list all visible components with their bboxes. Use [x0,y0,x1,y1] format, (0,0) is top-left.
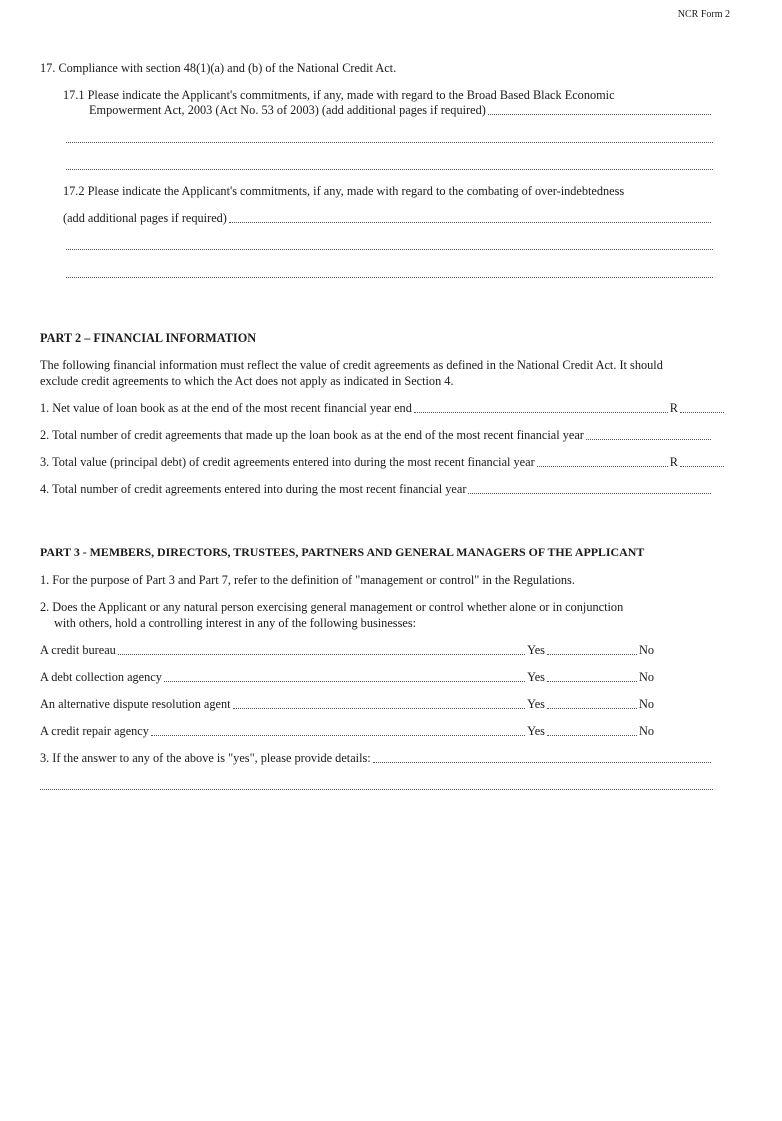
business-row-credit-bureau [40,643,654,658]
part-2-item-4 [40,482,713,497]
debt-collection-yes-field[interactable] [164,680,525,682]
form-id: NCR Form 2 [677,9,730,20]
business-label: A credit bureau [40,643,116,657]
no-label: No [638,670,654,684]
no-label: No [638,724,654,738]
business-label: An alternative dispute resolution agent [40,697,231,711]
q17-1-answer-row[interactable] [89,103,713,118]
adr-agent-no-field[interactable] [547,707,637,709]
adr-agent-yes-field[interactable] [233,707,526,709]
part-2-heading: PART 2 – FINANCIAL INFORMATION [40,331,257,345]
part-2-item-4-label: 4. Total number of credit agreements entered into during the most recent financial year [40,482,467,496]
no-label: No [638,697,654,711]
q17-2-extra-line-1[interactable] [66,249,713,250]
credit-repair-no-field[interactable] [547,734,637,736]
yes-label: Yes [527,724,545,738]
q17-2-answer-row[interactable] [63,211,713,226]
part-2-item-3 [40,455,726,470]
part-3-heading: PART 3 - MEMBERS, DIRECTORS, TRUSTEES, PARTNERS AND GENERAL MANAGERS OF THE APPLICANT [40,545,645,559]
business-row-credit-repair [40,724,654,739]
part-3-item-3-label: 3. If the answer to any of the above is "yes", please provide details: [40,751,371,765]
q17-1-extra-line-1[interactable] [66,142,713,143]
yes-label: Yes [527,697,545,711]
principal-debt-amount-field[interactable] [680,465,724,467]
credit-bureau-yes-field[interactable] [118,653,525,655]
loan-book-agreements-count-field[interactable] [586,438,711,440]
details-extra-line[interactable] [40,789,713,790]
part-3-item-2-line2: with others, hold a controlling interest in any of the following businesses: [54,616,417,630]
part-3-item-1: 1. For the purpose of Part 3 and Part 7, refer to the definition of "management or control" in the Regulations. [40,573,575,587]
business-row-adr-agent [40,697,654,712]
business-label: A debt collection agency [40,670,162,684]
part-2-item-1-label: 1. Net value of loan book as at the end of the most recent financial year end [40,401,412,415]
net-loan-book-field[interactable] [414,411,668,413]
no-label: No [638,643,654,657]
part-3-item-3 [40,751,713,766]
part-2-intro-line1: The following financial information must reflect the value of credit agreements as defined in the National Credit Act. It should [40,358,663,372]
q17-1-extra-line-2[interactable] [66,169,713,170]
part-2-item-3-label: 3. Total value (principal debt) of credit agreements entered into during the most recent financial year [40,455,535,469]
details-field[interactable] [373,761,711,763]
principal-debt-field[interactable] [537,465,668,467]
q17-2-extra-line-2[interactable] [66,277,713,278]
yes-label: Yes [527,670,545,684]
q17-2-line2: (add additional pages if required) [63,211,227,225]
credit-bureau-no-field[interactable] [547,653,637,655]
q17-2-answer-field[interactable] [229,221,711,223]
part-2-item-1 [40,401,726,416]
net-loan-book-amount-field[interactable] [680,411,724,413]
debt-collection-no-field[interactable] [547,680,637,682]
section-17-heading: 17. Compliance with section 48(1)(a) and (b) of the National Credit Act. [40,61,397,75]
part-2-item-2 [40,428,713,443]
part-3-item-2-line1: 2. Does the Applicant or any natural person exercising general management or control whether alone or in conjunction [40,600,624,614]
q17-2-line1: 17.2 Please indicate the Applicant's commitments, if any, made with regard to the combating of over-indebtedness [63,184,625,198]
yes-label: Yes [527,643,545,657]
agreements-entered-count-field[interactable] [468,492,711,494]
credit-repair-yes-field[interactable] [151,734,525,736]
business-label: A credit repair agency [40,724,149,738]
q17-1-line2: Empowerment Act, 2003 (Act No. 53 of 2003) (add additional pages if required) [89,103,486,117]
business-row-debt-collection [40,670,654,685]
q17-1-line1: 17.1 Please indicate the Applicant's commitments, if any, made with regard to the Broad Based Black Economic [63,88,615,102]
part-2-intro-line2: exclude credit agreements to which the Act does not apply as indicated in Section 4. [40,374,454,388]
part-2-item-2-label: 2. Total number of credit agreements that made up the loan book as at the end of the most recent financial year [40,428,584,442]
currency-label: R [669,401,678,415]
q17-1-answer-field[interactable] [488,113,711,115]
currency-label: R [669,455,678,469]
